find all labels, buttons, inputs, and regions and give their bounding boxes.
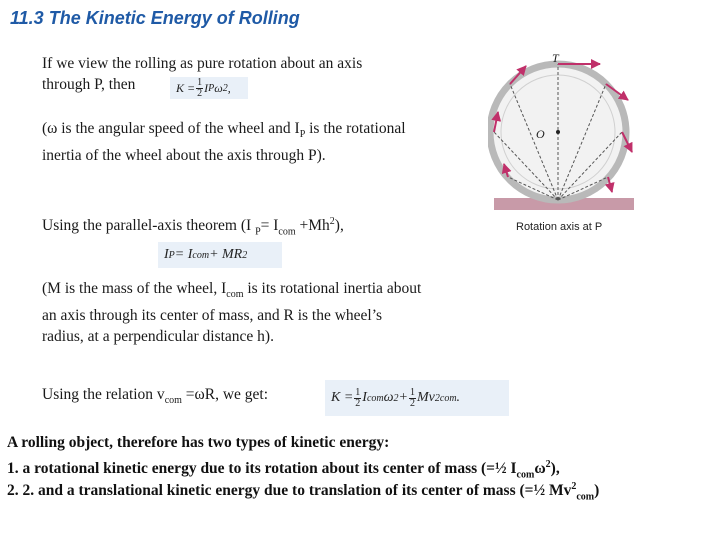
summary-item-rotational: 1. a rotational kinetic energy due to its rotation about its center of mass (=½ $I_{com}\omega^2$),	[7, 459, 560, 481]
center-point	[556, 130, 560, 134]
page-title: 11.3 The Kinetic Energy of Rolling	[10, 8, 300, 28]
rotation-energy-equation: K = $\frac{1}{2}$ I P ω 2 ,	[170, 77, 248, 99]
summary-item-translational: 2. 2. and a translational kinetic energy due to translation of its center of mass (=½ $Mv^2_{com}$)	[7, 481, 600, 503]
parallel-axis-equation: I P = I com + MR 2	[158, 242, 282, 268]
mass-definition-paragraph: (M is the mass of the wheel, $I_{com}$ is its rotational inertia about an axis through its center of mass, and R is the wheel’s radius, at a perpendicular distance h).	[42, 280, 422, 346]
center-label: O	[536, 127, 545, 141]
omega-definition-paragraph: (ω is the angular speed of the wheel and $I_P$ is the rotational inertia of the wheel about the axis through P).	[42, 120, 406, 165]
total-kinetic-energy-equation: K = $\frac{1}{2}$ I com ω 2 + $\frac{1}{2}$ Mv 2 com .	[325, 380, 509, 416]
intro-paragraph: If we view the rolling as pure rotation about an axis through P, then	[42, 55, 363, 93]
top-label: T	[552, 52, 559, 65]
rolling-wheel-figure	[488, 52, 638, 237]
relation-paragraph: Using the relation $v_{com} =\omega R$, we get:	[42, 386, 269, 407]
axis-caption: Rotation axis at P	[516, 221, 603, 233]
parallel-axis-paragraph: Using the parallel-axis theorem (I $_P= I_{com} +Mh^2$),	[42, 216, 344, 238]
summary-heading: A rolling object, therefore has two types of kinetic energy:	[7, 434, 390, 451]
